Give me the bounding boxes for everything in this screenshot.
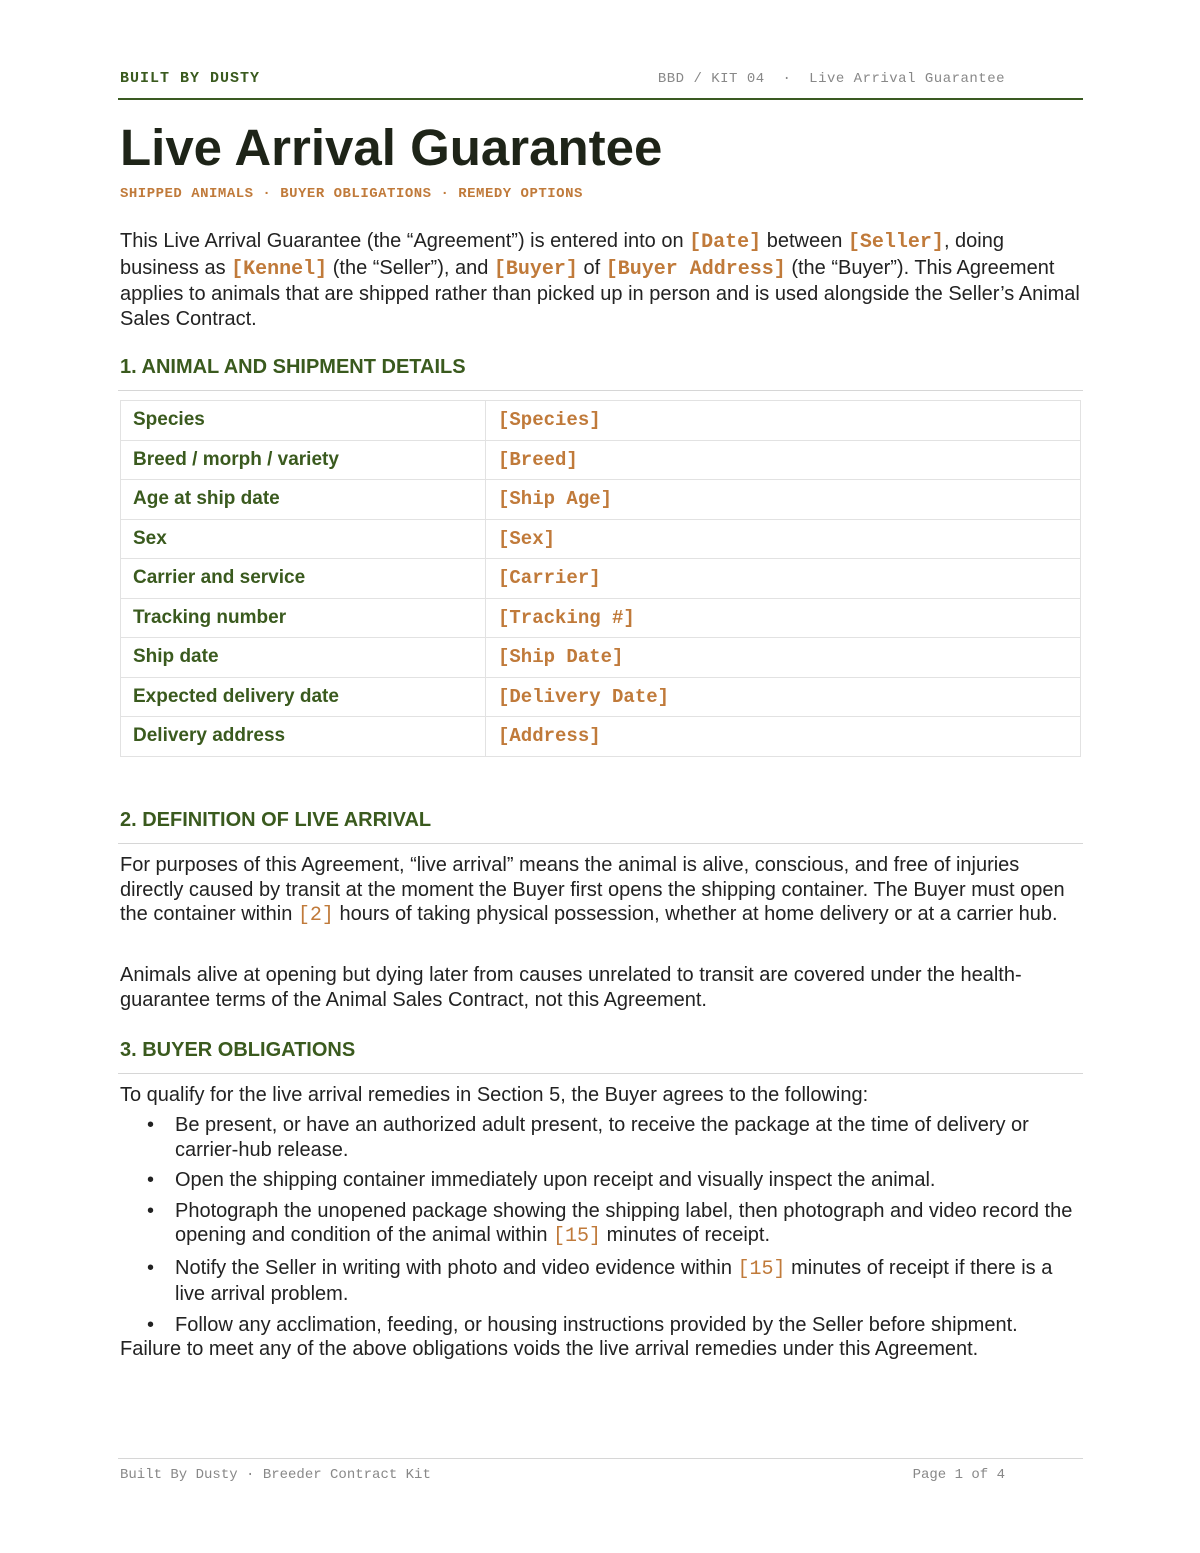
table-row: Ship date [Ship Date] [121,638,1081,678]
footer-kit-name: Built By Dusty · Breeder Contract Kit [120,1467,431,1483]
obligations-closing: Failure to meet any of the above obligations voids the live arrival remedies under this Agreement. [120,1338,979,1360]
intro-paragraph: This Live Arrival Guarantee (the “Agreement”) is entered into on [Date] between [Seller], doing business as [Kennel] (the “Seller”), and [Buyer] of [Buyer Address] (the “Buyer”). This Agreement applies to animals that are shipped rather than picked up in person and is used alongside the Seller’s Animal Sales Contract. [120,230,1080,330]
obligations-intro: To qualify for the live arrival remedies in Section 5, the Buyer agrees to the following: [120,1084,869,1106]
page-title: Live Arrival Guarantee [120,119,663,176]
table-row: Sex [Sex] [121,519,1081,559]
list-item: • Photograph the unopened package showing the shipping label, then photograph and video record the opening and condition of the animal within [15] minutes of receipt. [147,1199,1073,1248]
page-subtitle: SHIPPED ANIMALS · BUYER OBLIGATIONS · REMEDY OPTIONS [120,186,583,202]
table-row: Breed / morph / variety [Breed] [121,440,1081,480]
page-header [118,68,1083,100]
table-row: Species [Species] [121,401,1081,441]
list-item: • Open the shipping container immediately upon receipt and visually inspect the animal. [147,1169,936,1191]
section-3-heading: 3. BUYER OBLIGATIONS [118,1039,1083,1074]
list-item: • Follow any acclimation, feeding, or housing instructions provided by the Seller before shipment. [147,1313,1018,1336]
date-placeholder: [Date] [689,231,762,254]
seller-placeholder: [Seller] [847,231,944,254]
kennel-placeholder: [Kennel] [231,257,328,281]
exclusion-paragraph: Animals alive at opening but dying later from causes unrelated to transit are covered under the health-guarantee terms of the Animal Sales Contract, not this Agreement. [120,964,1022,1011]
section-1-heading: 1. ANIMAL AND SHIPMENT DETAILS [118,356,1083,391]
table-row: Delivery address [Address] [121,717,1081,757]
live-arrival-definition-paragraph: For purposes of this Agreement, “live arrival” means the animal is alive, conscious, and free of injuries directly caused by transit at the moment the Buyer first opens the shipping container. The Buyer must open the container within [2] hours of taking physical possession, whether at home delivery or at a carrier hub. [120,854,1065,927]
page-footer [118,1458,1083,1489]
minutes-placeholder: [15] [553,1225,602,1248]
shipment-details-table [120,400,1081,757]
buyer-address-placeholder: [Buyer Address] [605,257,786,281]
obligations-list [120,1113,1085,1343]
table-row: Age at ship date [Ship Age] [121,480,1081,520]
minutes-placeholder: [15] [737,1257,786,1281]
table-row: Tracking number [Tracking #] [121,598,1081,638]
table-row: Expected delivery date [Delivery Date] [121,677,1081,717]
page-number: Page 1 of 4 [912,1467,1005,1483]
hours-placeholder: [2] [297,904,334,927]
list-item: • Notify the Seller in writing with photo and video evidence within [15] minutes of receipt if there is a live arrival problem. [147,1256,1053,1305]
brand-name: BUILT BY DUSTY [120,70,261,87]
table-row: Carrier and service [Carrier] [121,559,1081,599]
document-reference: BBD / KIT 04 · Live Arrival Guarantee [657,71,1005,87]
list-item: • Be present, or have an authorized adult present, to receive the package at the time of delivery or carrier-hub release. [147,1114,1029,1161]
buyer-placeholder: [Buyer] [493,257,578,281]
section-2-heading: 2. DEFINITION OF LIVE ARRIVAL [118,809,1083,844]
